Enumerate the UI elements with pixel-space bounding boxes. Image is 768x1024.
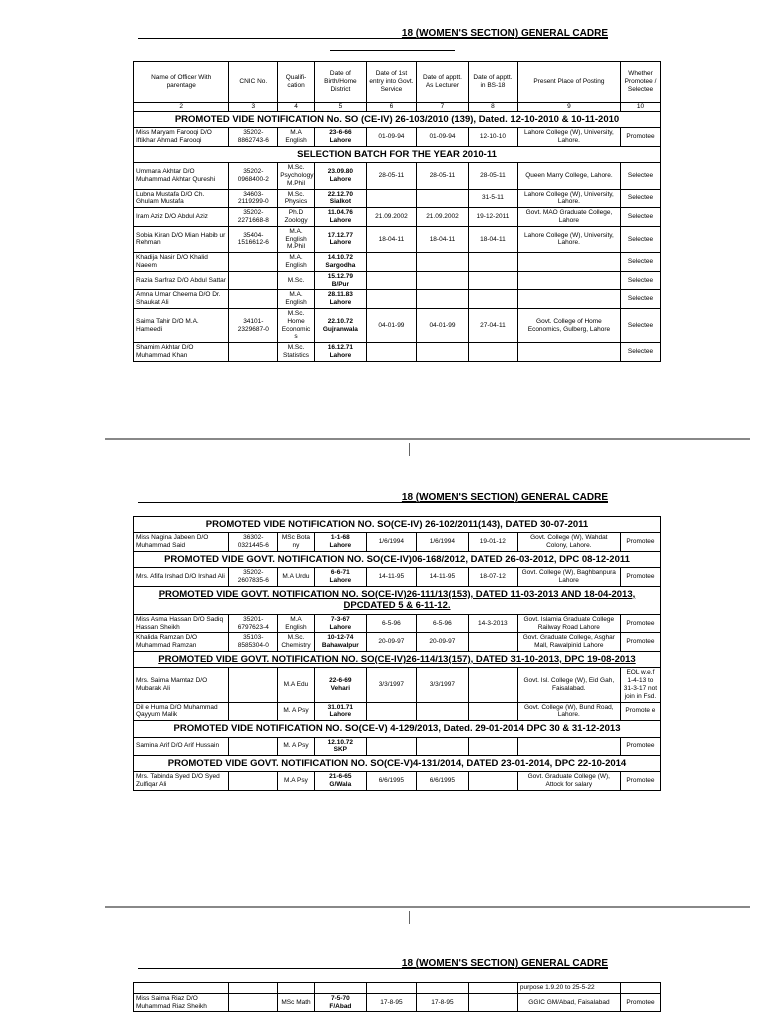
bs18-date — [468, 668, 517, 702]
officer-name: Miss Maryam Farooqi D/O Iftikhar Ahmad Farooqi — [134, 128, 229, 147]
qualification: M.A Edu — [278, 668, 315, 702]
section-banner-row — [134, 111, 661, 127]
birth-date: 22-6-69 — [329, 677, 352, 685]
entry-date — [366, 271, 416, 290]
qualification: M.A. English — [278, 290, 315, 309]
birth-date-district — [314, 163, 366, 189]
qualification: MSc Bota ny — [278, 533, 315, 552]
promotee-status: Selectee — [621, 290, 661, 309]
section-banner-row — [134, 756, 661, 772]
posting-place: Govt. College (W), Baghbanpura Lahore — [517, 568, 620, 587]
officer-name: Mrs. Tabinda Syed D/O Syed Zulfiqar Ali — [134, 772, 229, 791]
cnic-number — [229, 993, 278, 1012]
lecturer-date: 6-5-96 — [416, 614, 468, 633]
birth-date: 11.04.76 — [327, 209, 353, 217]
lecturer-date — [416, 271, 468, 290]
officer-name: Razia Sarfraz D/O Abdul Sattar — [134, 271, 229, 290]
bs18-date: 27-04-11 — [469, 308, 518, 342]
bs18-date: 12-10-10 — [469, 128, 518, 147]
bs18-date — [469, 993, 518, 1012]
qualification: M.Sc. — [278, 271, 315, 290]
birth-date: 16.12.71 — [327, 344, 354, 352]
posting-place: Govt. College (W), Wahdat Colony, Lahore. — [517, 533, 620, 552]
promotee-status: Selectee — [621, 271, 661, 290]
page-gap-marker — [409, 911, 410, 924]
posting-place: Govt. Islamia Graduate College Railway Road Lahore — [517, 614, 620, 633]
birth-date-district — [314, 737, 366, 756]
officers-table-page-3 — [133, 982, 661, 1012]
promotee-status: Promotee — [620, 533, 660, 552]
table-row — [134, 772, 661, 791]
bs18-date: 31-5-11 — [469, 189, 518, 208]
promotee-status: Selectee — [621, 253, 661, 272]
column-number: 8 — [469, 103, 518, 112]
birth-date-district — [314, 993, 366, 1012]
promotee-status: Selectee — [621, 226, 661, 252]
entry-date: 01-09-94 — [366, 128, 416, 147]
column-number: 7 — [416, 103, 468, 112]
column-number: 6 — [366, 103, 416, 112]
header-subrule — [330, 50, 455, 51]
entry-date: 3/3/1997 — [366, 668, 416, 702]
entry-date: 20-09-97 — [366, 633, 416, 652]
cnic-number — [229, 343, 278, 362]
cnic-number: 35201-6797623-4 — [229, 614, 278, 633]
birth-date-district — [314, 189, 366, 208]
home-district: Vehari — [330, 684, 351, 692]
qualification: M.A Psy — [278, 772, 315, 791]
table-row — [134, 189, 661, 208]
qualification: M.Sc. Physics — [278, 189, 315, 208]
section-banner-row — [134, 146, 661, 162]
home-district: F/Abad — [329, 1002, 352, 1010]
cnic-number — [229, 737, 278, 756]
promotee-status: Promotee — [620, 614, 660, 633]
table-row — [134, 226, 661, 252]
table-row — [134, 668, 661, 702]
bs18-date — [469, 343, 518, 362]
birth-date: 23.09.80 — [327, 168, 354, 176]
table-row — [134, 533, 661, 552]
birth-date: 10-12-74 — [327, 634, 354, 642]
column-number: 2 — [134, 103, 229, 112]
column-header: Name of Officer With parentage — [134, 62, 229, 103]
qualification: M.A Urdu — [278, 568, 315, 587]
home-district: Lahore — [329, 351, 352, 359]
cnic-number: 35404-1516612-6 — [229, 226, 278, 252]
lecturer-date: 20-09-97 — [416, 633, 468, 652]
table-row — [134, 633, 661, 652]
lecturer-date — [416, 343, 468, 362]
lecturer-date: 1/6/1994 — [416, 533, 468, 552]
birth-date-district — [314, 633, 366, 652]
home-district: Lahore — [329, 542, 352, 550]
column-header: Date of apptt. As Lecturer — [416, 62, 468, 103]
table-row — [134, 290, 661, 309]
column-header: Date of Birth/Home District — [314, 62, 366, 103]
promotee-status: Promotee — [621, 993, 661, 1012]
posting-place — [517, 253, 620, 272]
table-row — [134, 614, 661, 633]
lecturer-date: 14-11-95 — [416, 568, 468, 587]
birth-date: 23-6-66 — [329, 129, 352, 137]
cnic-number: 35103-8585304-0 — [229, 633, 278, 652]
column-number-row — [134, 103, 661, 112]
entry-date: 6/6/1995 — [366, 772, 416, 791]
qualification: Ph.D Zoology — [278, 208, 315, 227]
cnic-number: 36302-0321445-6 — [229, 533, 278, 552]
lecturer-date: 28-05-11 — [416, 163, 468, 189]
officer-name: Samina Arif D/O Arif Hussain — [134, 737, 229, 756]
promotee-status: EOL w.e.f 1-4-13 to 31-3-17 not join in Fsd. — [620, 668, 660, 702]
posting-place — [517, 271, 620, 290]
qualification: M.A. English — [278, 253, 315, 272]
cnic-number: 35202-2607835-6 — [229, 568, 278, 587]
home-district: SKP — [333, 746, 348, 754]
qualification: M.A English — [278, 128, 315, 147]
birth-date: 21-6-65 — [329, 773, 352, 781]
section-banner-row — [134, 586, 661, 614]
officers-table-page-1 — [133, 61, 661, 362]
section-banner: SELECTION BATCH FOR THE YEAR 2010-11 — [134, 146, 661, 162]
cnic-number: 35202-0968400-2 — [229, 163, 278, 189]
cnic-number — [229, 290, 278, 309]
home-district: Lahore — [329, 623, 352, 631]
home-district: Sargodha — [325, 261, 356, 269]
birth-date: 28.11.83 — [327, 291, 353, 299]
birth-date-district — [314, 308, 366, 342]
qualification: M. A Psy — [278, 737, 315, 756]
section-banner: PROMOTED VIDE GOVT. NOTIFICATION NO. SO(CE-IV)26-111/13(153), DATED 11-03-2013 AND 18-04-2013, DPCDATED 5 & 6-11-12. — [134, 586, 661, 614]
home-district: Lahore — [329, 239, 352, 247]
entry-date — [366, 253, 416, 272]
cnic-number — [229, 702, 278, 721]
column-header: Qualifi-cation — [278, 62, 315, 103]
birth-date-district — [314, 614, 366, 633]
officer-name: Miss Nagina Jabeen D/O Muhammad Said — [134, 533, 229, 552]
promotee-status: Promote e — [620, 702, 660, 721]
lecturer-date — [416, 290, 468, 309]
entry-date: 28-05-11 — [366, 163, 416, 189]
birth-date-district — [314, 226, 366, 252]
officer-name: Amna Umar Cheema D/O Dr. Shaukat Ali — [134, 290, 229, 309]
birth-date: 1-1-68 — [330, 534, 350, 542]
home-district: Lahore — [329, 577, 352, 585]
page-header-title: 18 (WOMEN'S SECTION) GENERAL CADRE — [401, 28, 608, 39]
cnic-number: 34101-2329687-0 — [229, 308, 278, 342]
bs18-date — [469, 253, 518, 272]
birth-date: 12.10.72 — [327, 738, 353, 746]
officer-name: Lubna Mustafa D/O Ch. Ghulam Mustafa — [134, 189, 229, 208]
birth-date: 22.12.70 — [327, 190, 354, 198]
cnic-number: 34603-2119299-0 — [229, 189, 278, 208]
bs18-date: 18-07-12 — [468, 568, 517, 587]
entry-date — [366, 189, 416, 208]
column-header: CNIC No. — [229, 62, 278, 103]
entry-date: 1/6/1994 — [366, 533, 416, 552]
lecturer-date — [416, 702, 468, 721]
officer-name: Ummara Akhtar D/O Muhammad Akhtar Qureshi — [134, 163, 229, 189]
page-separator — [105, 438, 750, 440]
column-number: 9 — [517, 103, 620, 112]
posting-place — [517, 737, 620, 756]
carry-over-row — [134, 983, 661, 994]
officer-name: Miss Saima Riaz D/O Muhammad Riaz Sheikh — [134, 993, 229, 1012]
posting-place: GGIC GM/Abad, Faisalabad — [517, 993, 620, 1012]
lecturer-date: 3/3/1997 — [416, 668, 468, 702]
posting-place: Queen Marry College, Lahore. — [517, 163, 620, 189]
home-district: Bahawalpur — [321, 642, 359, 650]
table-row — [134, 568, 661, 587]
birth-date-district — [314, 668, 366, 702]
table-row — [134, 163, 661, 189]
qualification: M.A. English M.Phil — [278, 226, 315, 252]
birth-date-district — [314, 271, 366, 290]
promotee-status: Selectee — [621, 208, 661, 227]
page-header-title: 18 (WOMEN'S SECTION) GENERAL CADRE — [401, 958, 608, 969]
promotee-status: Selectee — [621, 163, 661, 189]
section-banner-row — [134, 551, 661, 567]
officer-name: Mrs. Afifa Irshad D/O Irshad Ali — [134, 568, 229, 587]
bs18-date: 19-12-2011 — [469, 208, 518, 227]
table-row — [134, 343, 661, 362]
column-number: 3 — [229, 103, 278, 112]
officer-name: Miss Asma Hassan D/O Sadiq Hassan Sheikh — [134, 614, 229, 633]
table-row — [134, 737, 661, 756]
table-row — [134, 993, 661, 1012]
bs18-date: 19-01-12 — [468, 533, 517, 552]
birth-date: 7-5-70 — [331, 994, 350, 1002]
table-row — [134, 208, 661, 227]
lecturer-date: 04-01-99 — [416, 308, 468, 342]
birth-date: 15.12.79 — [327, 272, 354, 280]
table-row — [134, 253, 661, 272]
posting-place: Lahore College (W), University, Lahore. — [517, 189, 620, 208]
qualification: M.Sc. Chemistry — [278, 633, 315, 652]
home-district: Lahore — [329, 299, 352, 307]
officer-name: Iram Aziz D/O Abdul Aziz — [134, 208, 229, 227]
qualification: M.A English — [278, 614, 315, 633]
lecturer-date: 17-8-95 — [416, 993, 468, 1012]
officer-name: Sobia Kiran D/O Mian Habib ur Rehman — [134, 226, 229, 252]
cnic-number — [229, 772, 278, 791]
bs18-date: 14-3-2013 — [468, 614, 517, 633]
section-banner-row — [134, 517, 661, 533]
posting-place: Govt. College (W), Bund Road, Lahore. — [517, 702, 620, 721]
lecturer-date — [416, 253, 468, 272]
posting-place: Lahore College (W), University, Lahore. — [517, 128, 620, 147]
birth-date-district — [314, 533, 366, 552]
entry-date — [366, 737, 416, 756]
home-district: Gujranwala — [322, 325, 358, 333]
promotee-status: Selectee — [621, 189, 661, 208]
officer-name: Shamim Akhtar D/O Muhammad Khan — [134, 343, 229, 362]
home-district: Lahore — [329, 711, 352, 719]
birth-date-district — [314, 128, 366, 147]
table-row — [134, 128, 661, 147]
bs18-date: 28-05-11 — [469, 163, 518, 189]
section-banner: PROMOTED VIDE NOTIFICATION No. SO (CE-IV) 26-103/2010 (139), Dated. 12-10-2010 & 10-11-2010 — [134, 111, 661, 127]
promotee-status: Promotee — [620, 633, 660, 652]
bs18-date — [468, 737, 517, 756]
bs18-date — [468, 702, 517, 721]
cnic-number: 35202-8862743-6 — [229, 128, 278, 147]
column-number: 4 — [278, 103, 315, 112]
home-district: B/Pur — [331, 280, 350, 288]
section-banner-row — [134, 651, 661, 667]
posting-place: Govt. College of Home Economics, Gulberg, Lahore — [517, 308, 620, 342]
bs18-date — [469, 271, 518, 290]
birth-date-district — [314, 772, 366, 791]
home-district: Lahore — [329, 136, 352, 144]
promotee-status: Selectee — [621, 343, 661, 362]
lecturer-date: 01-09-94 — [416, 128, 468, 147]
officer-name: Dil e Huma D/O Muhammad Qayyum Malik — [134, 702, 229, 721]
bs18-date: 18-04-11 — [469, 226, 518, 252]
promotee-status: Promotee — [620, 737, 660, 756]
officer-name: Khalida Ramzan D/O Muhammad Ramzan — [134, 633, 229, 652]
officers-table-page-2 — [133, 516, 661, 791]
promotee-status: Promotee — [620, 568, 660, 587]
qualification: M.Sc. Home Economic s — [278, 308, 315, 342]
bs18-date — [468, 772, 517, 791]
carry-over-text: purpose 1.9.20 to 25-5-22 — [517, 983, 620, 994]
home-district: Lahore — [329, 216, 352, 224]
officer-name: Saima Tahir D/O M.A. Hameedi — [134, 308, 229, 342]
birth-date: 22.10.72 — [327, 317, 354, 325]
posting-place: Govt. Graduate College (W), Attock for salary — [517, 772, 620, 791]
home-district: Lahore — [329, 175, 352, 183]
entry-date: 6-5-96 — [366, 614, 416, 633]
posting-place — [517, 290, 620, 309]
lecturer-date: 18-04-11 — [416, 226, 468, 252]
qualification: M.Sc. Psychology M.Phil — [278, 163, 315, 189]
lecturer-date: 21.09.2002 — [416, 208, 468, 227]
column-header: Whether Promotee / Selectee — [621, 62, 661, 103]
posting-place: Govt. MAO Graduate College, Lahore — [517, 208, 620, 227]
table-row — [134, 702, 661, 721]
entry-date — [366, 343, 416, 362]
birth-date-district — [314, 290, 366, 309]
entry-date — [366, 702, 416, 721]
qualification: MSc Math — [278, 993, 315, 1012]
birth-date-district — [314, 702, 366, 721]
posting-place: Lahore College (W), University, Lahore. — [517, 226, 620, 252]
lecturer-date: 6/6/1995 — [416, 772, 468, 791]
officer-name: Mrs. Saima Mamtaz D/O Mubarak Ali — [134, 668, 229, 702]
section-banner: PROMOTED VIDE NOTIFICATION NO. SO(CE-V) 4-129/2013, Dated. 29-01-2014 DPC 30 & 31-12-2013 — [134, 721, 661, 737]
bs18-date — [469, 290, 518, 309]
home-district: G/Wala — [329, 781, 352, 789]
birth-date: 6-6-71 — [330, 569, 350, 577]
page-separator — [105, 906, 750, 908]
birth-date: 17.12.77 — [327, 231, 354, 239]
cnic-number — [229, 253, 278, 272]
qualification: M.Sc. Statistics — [278, 343, 315, 362]
page-gap-marker — [409, 443, 410, 456]
birth-date: 14.10.72 — [327, 254, 354, 262]
table-row — [134, 308, 661, 342]
promotee-status: Promotee — [620, 772, 660, 791]
column-header: Present Place of Posting — [517, 62, 620, 103]
qualification: M. A Psy — [278, 702, 315, 721]
section-banner: PROMOTED VIDE GOVT. NOTIFICATION NO. SO(CE-IV)06-168/2012, DATED 26-03-2012, DPC 08-12-2011 — [134, 551, 661, 567]
entry-date: 21.09.2002 — [366, 208, 416, 227]
table-row — [134, 271, 661, 290]
column-header: Date of 1st entry into Govt. Service — [366, 62, 416, 103]
birth-date: 7-3-67 — [330, 615, 350, 623]
section-banner: PROMOTED VIDE GOVT. NOTIFICATION NO. SO(CE-V)4-131/2014, DATED 23-01-2014, DPC 22-10-2014 — [134, 756, 661, 772]
bs18-date — [468, 633, 517, 652]
officer-name: Khadija Nasir D/O Khalid Naeem — [134, 253, 229, 272]
entry-date: 17-8-95 — [366, 993, 416, 1012]
cnic-number — [229, 668, 278, 702]
entry-date: 18-04-11 — [366, 226, 416, 252]
posting-place: Govt. Graduate College, Asghar Mall, Rawalpinid Lahore — [517, 633, 620, 652]
posting-place — [517, 343, 620, 362]
section-banner: PROMOTED VIDE NOTIFICATION NO. SO(CE-IV) 26-102/2011(143), DATED 30-07-2011 — [134, 517, 661, 533]
entry-date: 14-11-95 — [366, 568, 416, 587]
birth-date-district — [314, 343, 366, 362]
lecturer-date — [416, 737, 468, 756]
cnic-number: 35202-2271668-8 — [229, 208, 278, 227]
column-header-row — [134, 62, 661, 103]
promotee-status: Selectee — [621, 308, 661, 342]
birth-date-district — [314, 253, 366, 272]
posting-place: Govt. Isl. College (W), Eid Gah, Faisalabad. — [517, 668, 620, 702]
home-district: Sialkot — [329, 198, 352, 206]
entry-date — [366, 290, 416, 309]
column-number: 10 — [621, 103, 661, 112]
cnic-number — [229, 271, 278, 290]
section-banner: PROMOTED VIDE GOVT. NOTIFICATION NO. SO(CE-IV)26-114/13(157), DATED 31-10-2013, DPC 19-08-2013 — [134, 651, 661, 667]
birth-date-district — [314, 568, 366, 587]
column-number: 5 — [314, 103, 366, 112]
birth-date: 31.01.71 — [327, 703, 353, 711]
lecturer-date — [416, 189, 468, 208]
entry-date: 04-01-99 — [366, 308, 416, 342]
section-banner-row — [134, 721, 661, 737]
page-header-title: 18 (WOMEN'S SECTION) GENERAL CADRE — [401, 492, 608, 503]
promotee-status: Promotee — [621, 128, 661, 147]
column-header: Date of apptt. in BS-18 — [469, 62, 518, 103]
birth-date-district — [314, 208, 366, 227]
